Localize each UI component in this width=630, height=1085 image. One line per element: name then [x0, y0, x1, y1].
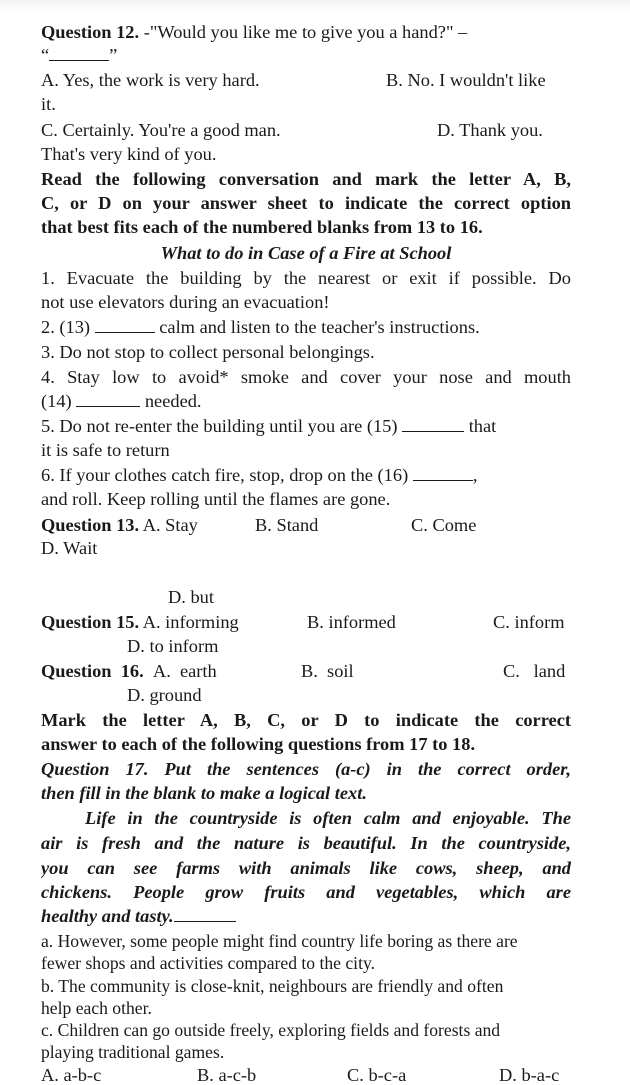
q17-stem-line2: then fill in the blank to make a logical text. [41, 783, 367, 803]
q15-row [41, 610, 571, 634]
q15-option-d: D. to inform [127, 636, 219, 656]
q15-option-c: C. inform [493, 612, 565, 632]
q17-text-line5: healthy and tasty. [41, 904, 571, 928]
q15-label: Question 15. [41, 612, 140, 632]
instructions-13-16-line2: C, or D on your answer sheet to indicate the correct option [41, 193, 571, 213]
q16-option-c: C. land [503, 661, 566, 681]
passage-item-1-line1: 1. Evacuate the building by the nearest or exit if possible. Do [41, 268, 571, 288]
q13-option-d: D. Wait [41, 538, 98, 558]
instructions-13-16-line1: Read the following conversation and mark the letter A, B, [41, 169, 571, 189]
q14-option-d: D. but [168, 587, 214, 607]
q12-stem [41, 20, 571, 44]
q12-label: Question 12. [41, 22, 140, 42]
q12-option-d: D. Thank you. [437, 120, 543, 140]
passage-title: What to do in Case of a Fire at School [160, 243, 452, 263]
q15-option-a: A. informing [142, 612, 239, 632]
q17-sentence-c-line1: c. Children can go outside freely, exploring fields and forests and [41, 1020, 501, 1040]
q13-row [41, 513, 571, 537]
q17-text-line1: Life in the countryside is often calm and enjoyable. The [85, 808, 571, 828]
q12-options-ab [41, 68, 571, 92]
passage-item-4-line1: 4. Stay low to avoid* smoke and cover your nose and mouth [41, 367, 571, 387]
passage-item-6-line1: 6. If your clothes catch fire, stop, drop on the (16) , [41, 465, 478, 485]
blank-15 [402, 417, 464, 432]
q13-option-b: B. Stand [255, 515, 319, 535]
q12-options-cd [41, 118, 571, 142]
q17-option-c: C. b-c-a [347, 1065, 407, 1085]
instructions-13-16-line3: that best fits each of the numbered blanks from 13 to 16. [41, 217, 483, 237]
blank-14 [76, 392, 140, 407]
passage-item-1-line2: not use elevators during an evacuation! [41, 292, 330, 312]
passage-item-2: 2. (13) calm and listen to the teacher's instructions. [41, 317, 480, 337]
blank-13 [95, 318, 155, 333]
q16-label: Question 16. [41, 661, 144, 681]
q17-answer-blank [174, 907, 236, 922]
q16-option-b: B. soil [301, 661, 354, 681]
instructions-17-18-line1: Mark the letter A, B, C, or D to indicate the correct [41, 710, 571, 730]
q13-option-a: A. Stay [142, 515, 198, 535]
q17-sentence-c-line2: playing traditional games. [41, 1042, 225, 1062]
q12-option-c: C. Certainly. You're a good man. [41, 120, 281, 140]
passage-item-5-line1: 5. Do not re-enter the building until you are (15) that [41, 416, 497, 436]
passage-item-6-line2: and roll. Keep rolling until the flames are gone. [41, 489, 391, 509]
q17-sentence-a-line1: a. However, some people might find country life boring as there are [41, 931, 518, 951]
passage-item-5-line2: it is safe to return [41, 440, 170, 460]
q17-sentence-b-line1: b. The community is close-knit, neighbours are friendly and often [41, 976, 504, 996]
q16-option-d: D. ground [127, 685, 202, 705]
q15-option-b: B. informed [307, 612, 396, 632]
q13-option-c: C. Come [411, 515, 477, 535]
instructions-17-18-line2: answer to each of the following questions from 17 to 18. [41, 734, 476, 754]
passage-item-4-line2: (14) needed. [41, 391, 202, 411]
q17-text-line3: you can see farms with animals like cows, sheep, and [41, 858, 571, 878]
blank-16 [413, 466, 473, 481]
passage-item-3: 3. Do not stop to collect personal belongings. [41, 342, 375, 362]
q17-option-d: D. b-a-c [499, 1065, 560, 1085]
q17-option-a: A. a-b-c [41, 1065, 102, 1085]
q17-sentence-b-line2: help each other. [41, 998, 152, 1018]
q12-option-b-cont: it. [41, 94, 56, 114]
q12-answer-blank [49, 46, 109, 61]
q17-option-b: B. a-c-b [197, 1065, 257, 1085]
q17-sentence-a-line2: fewer shops and activities compared to the city. [41, 953, 376, 973]
q12-option-d-cont: That's very kind of you. [41, 144, 217, 164]
q16-row [41, 659, 571, 683]
q12-option-a: A. Yes, the work is very hard. [41, 70, 260, 90]
q17-options [41, 1063, 571, 1085]
q17-text-line2: air is fresh and the nature is beautiful. In the countryside, [41, 833, 571, 853]
q17-stem-line1: Question 17. Put the sentences (a-c) in the correct order, [41, 759, 571, 779]
q12-stem-text: -"Would you like me to give you a hand?" – [139, 22, 468, 42]
q16-option-a: A. earth [148, 661, 217, 681]
q12-blank-line: “ ” [41, 45, 118, 65]
q12-option-b: B. No. I wouldn't like [386, 70, 546, 90]
q17-text-line4: chickens. People grow fruits and vegetables, which are [41, 882, 571, 902]
q13-label: Question 13. [41, 515, 140, 535]
